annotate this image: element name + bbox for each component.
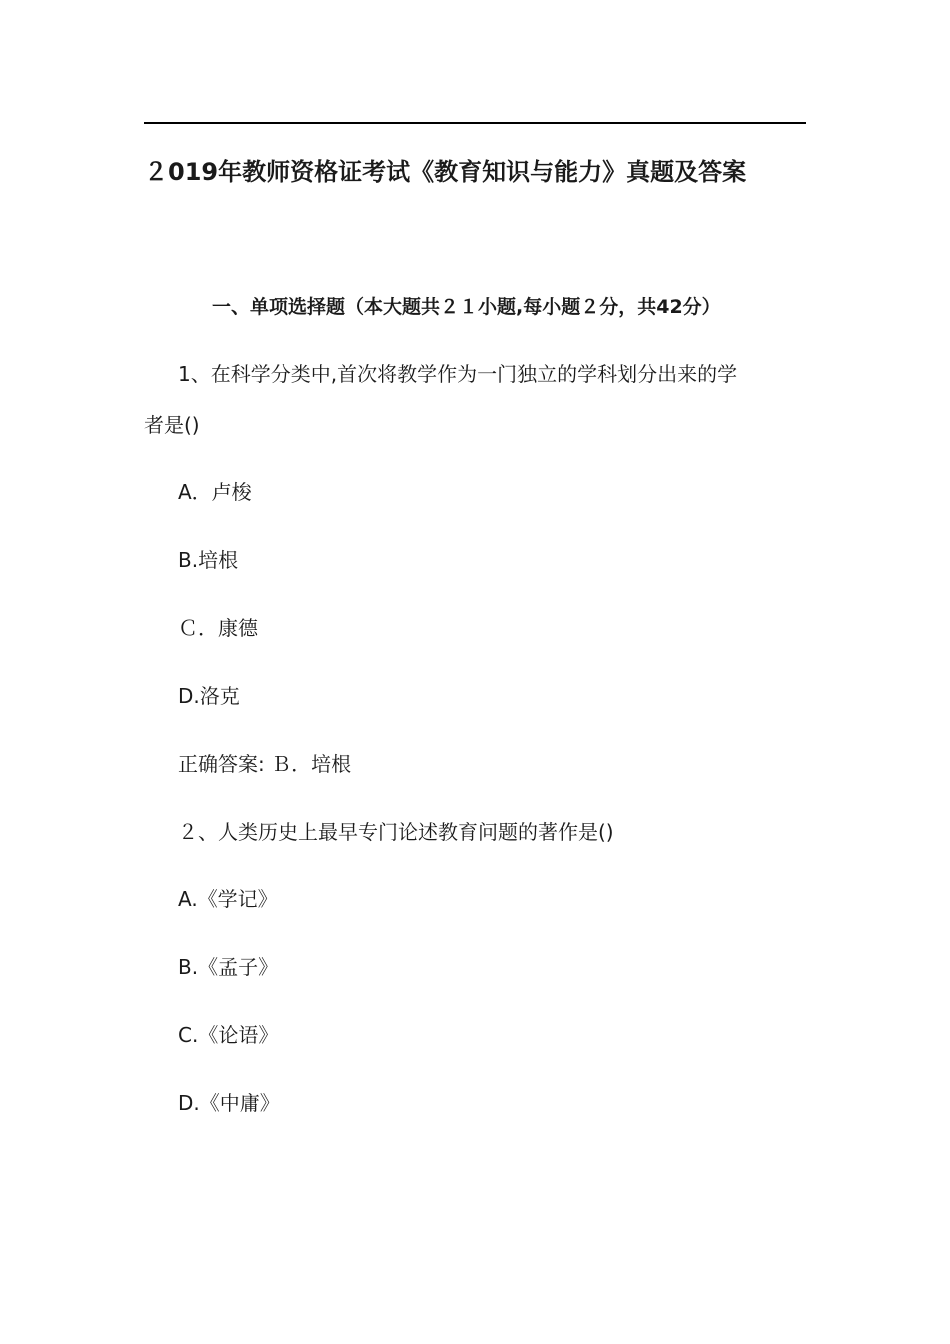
question-1-option-b: B.培根	[178, 548, 239, 572]
document-title: ２019年教师资格证考试《教育知识与能力》真题及答案	[144, 158, 747, 186]
question-2-option-c: C.《论语》	[178, 1023, 279, 1047]
question-2-option-d: D.《中庸》	[178, 1091, 280, 1115]
section-heading: 一、单项选择题（本大题共２１小题,每小题２分，共42分）	[212, 296, 721, 318]
question-1-stem-line2: 者是()	[144, 413, 200, 437]
header-rule	[144, 122, 806, 124]
question-2-option-a: A.《学记》	[178, 887, 278, 911]
question-2-option-b: B.《孟子》	[178, 955, 279, 979]
question-2-stem: ２、人类历史上最早专门论述教育问题的著作是()	[178, 820, 614, 844]
question-1-option-c: Ｃ．康德	[178, 616, 258, 640]
question-1-answer: 正确答案: Ｂ．培根	[178, 752, 352, 776]
question-1-option-a: A．卢梭	[178, 480, 252, 504]
question-1-option-d: D.洛克	[178, 684, 240, 708]
question-1-stem-line1: 1、在科学分类中,首次将教学作为一门独立的学科划分出来的学	[178, 362, 738, 386]
